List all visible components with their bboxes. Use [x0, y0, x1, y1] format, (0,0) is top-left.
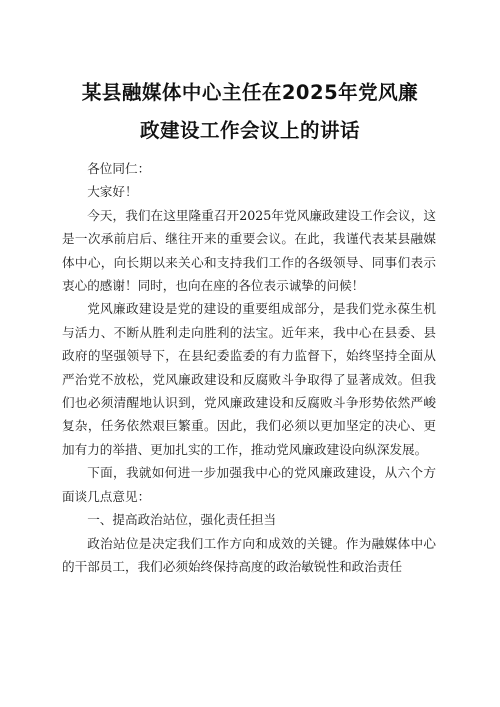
paragraph-intro-points: 下面，我就如何进一步加强我中心的党风廉政建设，从六个方面谈几点意见：: [62, 465, 436, 504]
document-title-line-1: 某县融媒体中心主任在2025年党风廉: [81, 81, 419, 104]
paragraph-importance: 党风廉政建设是党的建设的重要组成部分，是我们党永葆生机与活力、不断从胜利走向胜利的法宝。近年来，我中心在县委、县政府的坚强领导下，在县纪委监委的有力监督下，始终坚持全面从严治党不放松，党风廉政建设和反腐败斗争取得了显著成效。但我们也必须清醒地认识到，党风廉政建设和反腐败斗争形势依然严峻复杂，任务依然艰巨繁重。因此，我们必须以更加坚定的决心、更加有力的举措、更加扎实的工作，推动党风廉政建设向纵深发展。: [62, 301, 436, 457]
document-body: [62, 157, 436, 578]
salutation: 各位同仁：: [87, 161, 151, 176]
document-title-line-2: 政建设工作会议上的讲话: [139, 119, 360, 142]
paragraph-section-1: 政治站位是决定我们工作方向和成效的关键。作为融媒体中心的干部员工，我们必须始终保持高度的政治敏锐性和政治责任: [62, 535, 436, 574]
section-heading-1: 一、提高政治站位，强化责任担当: [87, 512, 277, 528]
paragraph-opening: 今天，我们在这里隆重召开2025年党风廉政建设工作会议，这是一次承前启后、继往开来的重要会议。在此，我谨代表某县融媒体中心，向长期以来关心和支持我们工作的各级领导、同事们表示衷心的感谢！同时，也向在座的各位表示诚挚的问候！: [62, 207, 436, 294]
greeting: 大家好！: [87, 184, 138, 200]
